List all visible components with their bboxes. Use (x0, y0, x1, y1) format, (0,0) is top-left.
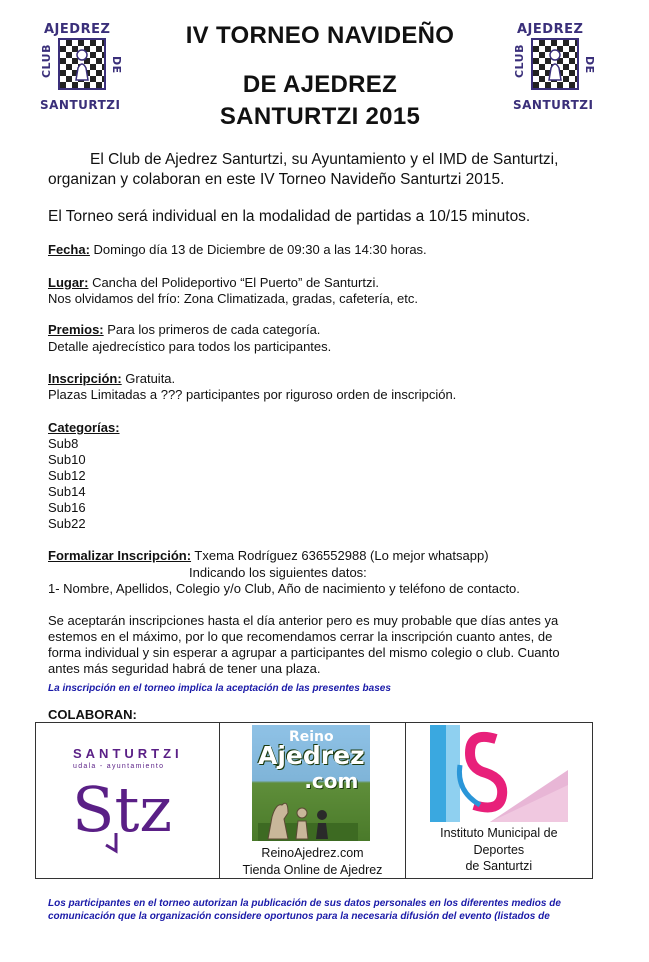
lugar-line-2: Nos olvidamos del frío: Zona Climatizada, gradas, cafetería, etc. (48, 291, 418, 306)
notice-line-1: Se aceptarán inscripciones hasta el día anterior pero es muy probable que días antes ya (48, 613, 559, 628)
intro-line-1: El Club de Ajedrez Santurtzi, su Ayuntamiento y el IMD de Santurtzi, (90, 151, 559, 168)
sponsors-table (35, 722, 593, 879)
category-item: Sub14 (48, 484, 86, 499)
reino-logo-mid: Ajedrez (258, 741, 365, 770)
imd-logo (430, 725, 568, 822)
club-logo-right (513, 22, 597, 114)
santurtzi-sub: udala - ayuntamiento (73, 763, 165, 770)
logo-bottom-text: SANTURTZI (513, 98, 594, 112)
premios-value: Para los primeros de cada categoría. (103, 322, 321, 337)
logo-right-text: DE (110, 56, 123, 74)
reinoajedrez-logo (252, 725, 370, 841)
imd-logo-icon (430, 725, 568, 822)
inscripcion-value: Gratuita. (121, 371, 176, 386)
chess-piece-icon (542, 48, 568, 82)
title-line-3: SANTURTZI 2015 (219, 103, 421, 130)
category-item: Sub8 (48, 436, 79, 451)
inscripcion-row (48, 371, 175, 387)
lugar-label: Lugar: (48, 275, 89, 290)
fecha-value: Domingo día 13 de Diciembre de 09:30 a las 14:30 horas. (89, 242, 427, 257)
formalizar-value: Txema Rodríguez 636552988 (Lo mejor whatsapp) (191, 548, 489, 563)
logo-top-text: AJEDREZ (44, 22, 111, 37)
logo-top-text: AJEDREZ (517, 22, 584, 37)
category-item: Sub22 (48, 516, 86, 531)
imd-caption-3: de Santurtzi (465, 859, 533, 873)
fecha-row (48, 242, 427, 258)
club-logo-left (40, 22, 124, 114)
imd-caption-1: Instituto Municipal de (440, 826, 558, 840)
notice-line-3: forma individual y sin esperar a agrupar a participantes del mismo colegio o club. Cuanto (48, 645, 560, 660)
logo-bottom-text: SANTURTZI (40, 98, 121, 112)
logo-left-text: CLUB (513, 44, 526, 79)
premios-row (48, 322, 320, 338)
reino-caption-2: Tienda Online de Ajedrez (242, 863, 383, 877)
chess-pieces-icon (258, 783, 358, 841)
category-item: Sub16 (48, 500, 86, 515)
category-item: Sub10 (48, 452, 86, 467)
premios-label: Premios: (48, 322, 104, 337)
santurtzi-logo-icon (66, 775, 196, 855)
tournament-format: El Torneo será individual en la modalidad de partidas a 10/15 minutos. (48, 208, 531, 225)
formalizar-line-2: Indicando los siguientes datos: (189, 565, 367, 580)
bases-note: La inscripción en el torneo implica la aceptación de las presentes bases (48, 683, 391, 694)
title-line-2: DE AJEDREZ (242, 71, 398, 98)
santurtzi-mark: Stz (72, 775, 173, 846)
logo-right-text: DE (583, 56, 596, 74)
reino-logo-top: Reino (288, 729, 334, 745)
inscripcion-line-2: Plazas Limitadas a ??? participantes por riguroso orden de inscripción. (48, 387, 457, 402)
categorias-label: Categorías: (48, 420, 120, 435)
title-line-1: IV TORNEO NAVIDEÑO (185, 22, 455, 49)
notice-line-2: estemos en el máximo, por lo que recomendamos cerrar la inscripción cuanto antes, de (48, 629, 553, 644)
categorias-heading (48, 420, 120, 436)
formalizar-line-3: 1- Nombre, Apellidos, Colegio y/o Club, Año de nacimiento y teléfono de contacto. (48, 581, 520, 596)
footer-line-1: Los participantes en el torneo autorizan la publicación de sus datos personales en los diferentes medios de (48, 898, 561, 909)
chess-piece-icon (69, 48, 95, 82)
lugar-row (48, 275, 379, 291)
notice-line-4: antes más seguridad habrá de tener una plaza. (48, 661, 321, 676)
imd-caption-2: Deportes (473, 843, 525, 857)
formalizar-label: Formalizar Inscripción: (48, 548, 192, 563)
sponsor-imd (405, 723, 592, 879)
santurtzi-name: SANTURTZI (73, 746, 183, 761)
reino-caption-1: ReinoAjedrez.com (261, 846, 364, 860)
inscripcion-label: Inscripción: (48, 371, 122, 386)
footer-line-2: comunicación que la organización considere oportunos para la necesaria difusión del evento (listados de (48, 911, 550, 922)
colaboran-label: COLABORAN: (48, 707, 137, 722)
sponsor-santurtzi (36, 723, 220, 879)
premios-line-2: Detalle ajedrecístico para todos los participantes. (48, 339, 332, 354)
category-item: Sub12 (48, 468, 86, 483)
lugar-value: Cancha del Polideportivo “El Puerto” de Santurtzi. (88, 275, 379, 290)
reino-logo-com: .com (304, 769, 359, 793)
logo-left-text: CLUB (40, 44, 53, 79)
sponsor-reinoajedrez (220, 723, 405, 879)
formalizar-row (48, 548, 489, 564)
fecha-label: Fecha: (48, 242, 90, 257)
intro-line-2: organizan y colaboran en este IV Torneo Navideño Santurtzi 2015. (48, 171, 505, 188)
